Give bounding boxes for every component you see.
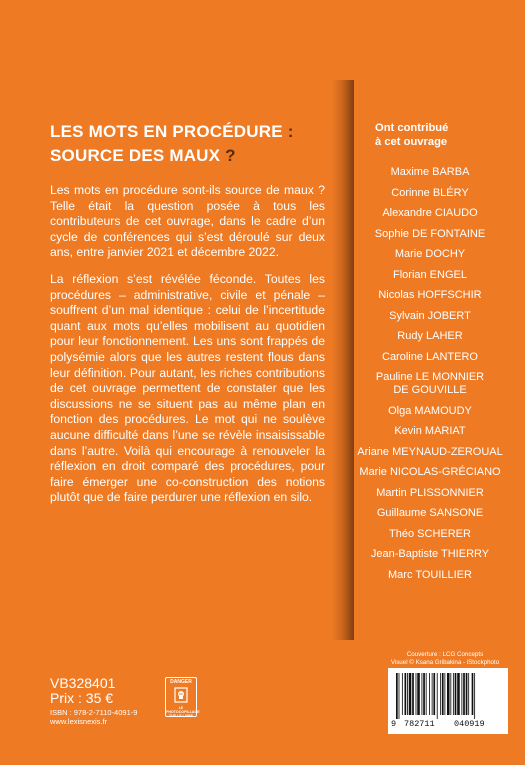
contributor-name: Kevin MARIAT <box>394 425 466 437</box>
book-skull-icon <box>173 686 189 704</box>
title-text-2: SOURCE DES MAUX <box>50 146 221 165</box>
barcode-bar <box>432 673 433 715</box>
contributor-name: Théo SCHERER <box>389 527 471 540</box>
cover-credits <box>385 651 505 667</box>
contributor-name: Sophie DE FONTAINE <box>374 227 486 240</box>
contributor-name-line-2: DE GOUVILLE <box>393 384 467 396</box>
barcode-bar <box>466 673 468 715</box>
contributor-name: Martin PLISSONNIER <box>376 486 484 499</box>
contributor-name: Jean-Baptiste THIERRY <box>370 548 490 560</box>
barcode-bar <box>461 673 462 715</box>
contributor-name: Marc TOUILLIER <box>388 568 472 581</box>
barcode-bar <box>402 673 403 715</box>
barcode-bar <box>455 673 457 715</box>
contributors-list <box>355 166 505 589</box>
contributors-heading-line-1: Ont contribué <box>375 122 449 134</box>
contributor-name-line-1: Pauline LE MONNIER <box>375 371 485 383</box>
barcode-bar <box>440 673 441 715</box>
barcode-bar <box>416 673 417 715</box>
contributor-name: Florian ENGEL <box>393 268 467 281</box>
credit-line-1: Couverture : LCG Concepts <box>406 651 484 658</box>
barcode-bars <box>394 673 502 719</box>
contributor-name: Caroline LANTERO <box>382 350 478 363</box>
blurb <box>50 183 325 517</box>
blurb-paragraph-2: La réflexion s’est révélée féconde. Toutes les procédures – administrative, civile et pénale – souffrent d’un mal identique : celui de l’incertitude quant aux mots qu’elles mobilisent au quotidien pour leur fonctionnement. Les uns sont frappés de polysémie alors que les autres restent flous dans leur définition. Pour autant, les riches contributions de cet ouvrage permettent de constater que les discussions ne se situent pas au même plan en fonction des procédures. Le mot qui ne soulève aucune difficulté dans l’une se révèle insaisissable dans l’autre. Voilà qui encourage à renouveler la réflexion en droit comparé des procédures, pour faire émerger une co-construction des notions plutôt que de faire perdurer une réflexion en silo. <box>50 271 325 505</box>
barcode-bar <box>405 673 407 715</box>
barcode-bar <box>433 673 435 715</box>
barcode-bar <box>450 673 451 715</box>
barcode <box>388 668 508 734</box>
title-text-1: LES MOTS EN PROCÉDURE <box>50 122 283 141</box>
product-isbn: ISBN : 978-2-7110-4091-9 <box>50 708 138 717</box>
barcode-bar <box>426 673 427 715</box>
barcode-bar <box>417 673 420 715</box>
credit-line-2: Visuel © Ksana Gribakina - iStockphoto <box>390 659 500 666</box>
contributors-heading-line-2: à cet ouvrage <box>375 136 448 148</box>
contributor-name: Olga MAMOUDY <box>388 404 472 417</box>
barcode-digit-first: 9 <box>391 719 397 729</box>
contributor-name: Ariane MEYNAUD-ZEROUAL <box>357 445 503 458</box>
barcode-bar <box>396 673 398 719</box>
contributor-name: Sylvain JOBERT <box>389 309 471 322</box>
danger-photocopy-logo <box>165 677 200 718</box>
barcode-bar <box>447 673 450 715</box>
contributor-name: Maxime BARBA <box>390 166 470 178</box>
barcode-bar <box>429 673 430 715</box>
barcode-bar <box>457 673 460 715</box>
title-line-2 <box>50 144 294 168</box>
barcode-bar <box>407 673 408 715</box>
barcode-bar <box>423 673 425 715</box>
barcode-bar <box>437 673 438 719</box>
barcode-bar <box>472 673 474 715</box>
title-line-1 <box>50 120 294 144</box>
barcode-bar <box>442 673 444 715</box>
contributors-heading <box>375 121 495 149</box>
title-question-mark: ? <box>220 146 236 165</box>
blurb-paragraph-1: Les mots en procédure sont-ils source de maux ? Telle était la question posée à tous les contributeurs de cet ouvrage, dans le cadre d’un cycle de conférences qui s’est déroulé sur deux ans, entre janvier 2021 et décembre 2022. <box>50 183 325 260</box>
contributor-name: Marie DOCHY <box>394 248 466 260</box>
product-reference: VB328401 <box>50 675 116 691</box>
danger-logo-bottom: LE PHOTOCOPILLAGE TUE LE LIVRE <box>166 706 200 718</box>
price-block <box>50 676 137 726</box>
barcode-bar <box>399 673 400 719</box>
barcode-bar <box>422 673 423 715</box>
contributor-name: Guillaume SANSONE <box>376 507 484 519</box>
contributor-name: Rudy LAHER <box>397 330 463 342</box>
danger-logo-top: DANGER <box>170 679 192 685</box>
barcode-digits-right: 040919 <box>454 719 485 729</box>
barcode-bar <box>468 673 469 715</box>
barcode-bar <box>474 673 475 719</box>
title-colon: : <box>282 122 294 141</box>
contributor-name: Nicolas HOFFSCHIR <box>378 289 482 301</box>
barcode-bar <box>463 673 465 715</box>
barcode-digits-left: 782711 <box>404 719 435 729</box>
contributor-name: Marie NICOLAS-GRÉCIANO <box>359 466 501 478</box>
barcode-bar <box>453 673 454 715</box>
contributor-name: Corinne BLÉRY <box>391 186 469 199</box>
barcode-bar <box>409 673 412 715</box>
product-price: Prix : 35 € <box>50 690 114 706</box>
barcode-bar <box>412 673 414 715</box>
contributor-name-two-line <box>355 371 505 405</box>
spine-shadow <box>332 80 354 640</box>
barcode-bar <box>444 673 445 715</box>
book-title <box>50 120 294 168</box>
contributor-name: Alexandre CIAUDO <box>382 207 478 219</box>
publisher-website: www.lexisnexis.fr <box>50 717 108 726</box>
